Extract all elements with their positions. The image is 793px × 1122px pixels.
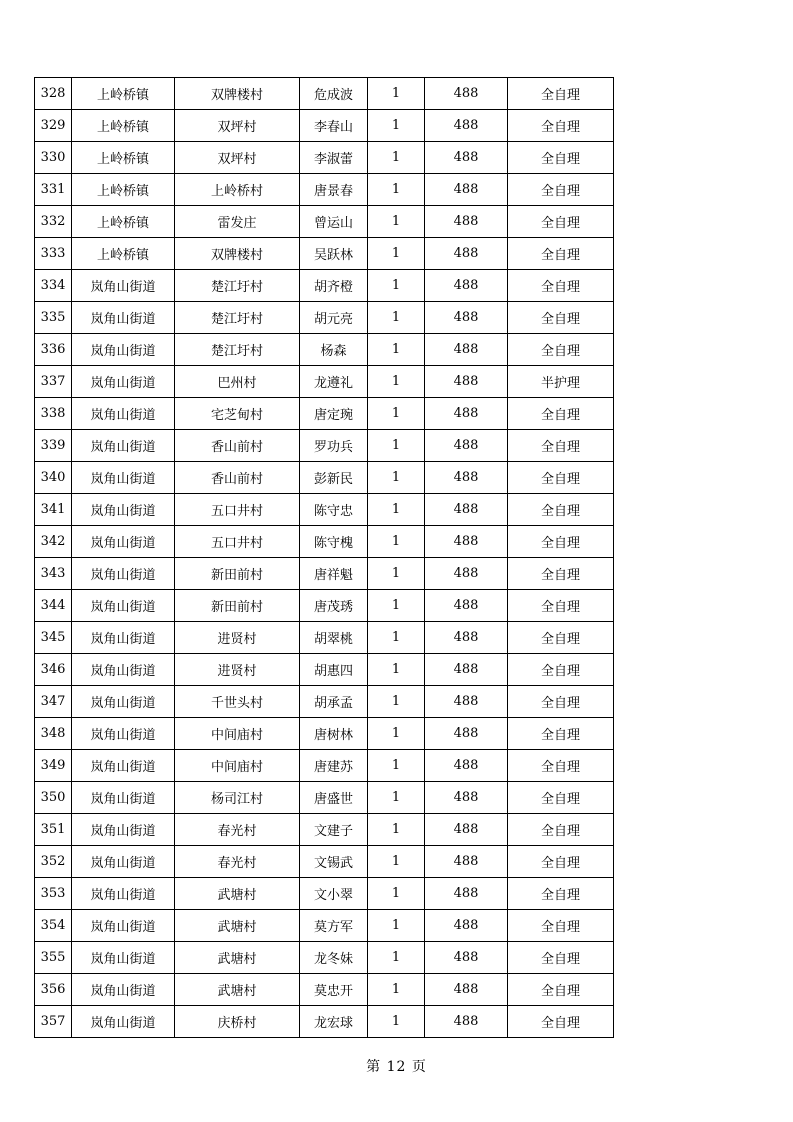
cell-amount: 488: [425, 110, 508, 142]
cell-count: 1: [368, 942, 425, 974]
cell-amount: 488: [425, 430, 508, 462]
cell-amount: 488: [425, 494, 508, 526]
cell-count: 1: [368, 462, 425, 494]
cell-count: 1: [368, 494, 425, 526]
cell-amount: 488: [425, 590, 508, 622]
cell-person-name: 唐建苏: [300, 750, 368, 782]
cell-count: 1: [368, 622, 425, 654]
cell-person-name: 罗功兵: [300, 430, 368, 462]
cell-serial-number: 340: [35, 462, 72, 494]
cell-person-name: 文锡武: [300, 846, 368, 878]
cell-amount: 488: [425, 622, 508, 654]
cell-village: 楚江圩村: [175, 270, 300, 302]
cell-serial-number: 333: [35, 238, 72, 270]
cell-town: 岚角山街道: [72, 942, 175, 974]
cell-person-name: 唐定琬: [300, 398, 368, 430]
table-row: [35, 206, 614, 238]
cell-amount: 488: [425, 526, 508, 558]
cell-count: 1: [368, 110, 425, 142]
cell-care-type: 全自理: [508, 686, 614, 718]
table-row: [35, 942, 614, 974]
cell-village: 杨司江村: [175, 782, 300, 814]
cell-serial-number: 353: [35, 878, 72, 910]
cell-serial-number: 330: [35, 142, 72, 174]
table-row: [35, 302, 614, 334]
cell-serial-number: 350: [35, 782, 72, 814]
cell-care-type: 全自理: [508, 270, 614, 302]
table-row: [35, 1006, 614, 1038]
cell-count: 1: [368, 398, 425, 430]
cell-serial-number: 343: [35, 558, 72, 590]
cell-town: 岚角山街道: [72, 782, 175, 814]
cell-village: 新田前村: [175, 590, 300, 622]
cell-serial-number: 351: [35, 814, 72, 846]
table-row: [35, 718, 614, 750]
table-row: [35, 814, 614, 846]
cell-serial-number: 328: [35, 78, 72, 110]
table-row: [35, 750, 614, 782]
cell-village: 宅芝甸村: [175, 398, 300, 430]
cell-serial-number: 329: [35, 110, 72, 142]
cell-serial-number: 339: [35, 430, 72, 462]
cell-town: 岚角山街道: [72, 846, 175, 878]
cell-person-name: 胡齐橙: [300, 270, 368, 302]
cell-count: 1: [368, 366, 425, 398]
cell-amount: 488: [425, 462, 508, 494]
cell-amount: 488: [425, 270, 508, 302]
cell-care-type: 全自理: [508, 302, 614, 334]
cell-serial-number: 345: [35, 622, 72, 654]
table-row: [35, 430, 614, 462]
cell-person-name: 吴跃林: [300, 238, 368, 270]
cell-person-name: 危成波: [300, 78, 368, 110]
cell-person-name: 莫忠开: [300, 974, 368, 1006]
cell-amount: 488: [425, 910, 508, 942]
cell-person-name: 陈守忠: [300, 494, 368, 526]
cell-village: 双牌楼村: [175, 238, 300, 270]
cell-town: 岚角山街道: [72, 494, 175, 526]
cell-count: 1: [368, 526, 425, 558]
cell-person-name: 胡翠桃: [300, 622, 368, 654]
table-row: [35, 494, 614, 526]
cell-village: 双坪村: [175, 110, 300, 142]
cell-village: 春光村: [175, 846, 300, 878]
cell-count: 1: [368, 686, 425, 718]
cell-person-name: 胡元亮: [300, 302, 368, 334]
cell-count: 1: [368, 334, 425, 366]
cell-amount: 488: [425, 974, 508, 1006]
cell-serial-number: 355: [35, 942, 72, 974]
cell-care-type: 全自理: [508, 206, 614, 238]
cell-person-name: 陈守槐: [300, 526, 368, 558]
cell-town: 岚角山街道: [72, 334, 175, 366]
cell-village: 武塘村: [175, 910, 300, 942]
cell-town: 岚角山街道: [72, 1006, 175, 1038]
table-row: [35, 622, 614, 654]
cell-count: 1: [368, 782, 425, 814]
cell-amount: 488: [425, 302, 508, 334]
cell-town: 岚角山街道: [72, 302, 175, 334]
cell-amount: 488: [425, 814, 508, 846]
cell-town: 岚角山街道: [72, 270, 175, 302]
cell-village: 进贤村: [175, 622, 300, 654]
cell-count: 1: [368, 878, 425, 910]
table-row: [35, 686, 614, 718]
cell-village: 五口井村: [175, 494, 300, 526]
cell-village: 中间庙村: [175, 718, 300, 750]
cell-amount: 488: [425, 1006, 508, 1038]
cell-care-type: 半护理: [508, 366, 614, 398]
cell-town: 岚角山街道: [72, 750, 175, 782]
cell-amount: 488: [425, 750, 508, 782]
cell-care-type: 全自理: [508, 174, 614, 206]
cell-amount: 488: [425, 238, 508, 270]
cell-care-type: 全自理: [508, 718, 614, 750]
cell-village: 武塘村: [175, 878, 300, 910]
cell-village: 春光村: [175, 814, 300, 846]
cell-town: 岚角山街道: [72, 590, 175, 622]
cell-care-type: 全自理: [508, 782, 614, 814]
cell-count: 1: [368, 302, 425, 334]
cell-amount: 488: [425, 142, 508, 174]
table-row: [35, 590, 614, 622]
page-number: 第 12 页: [366, 1059, 427, 1075]
cell-person-name: 胡惠四: [300, 654, 368, 686]
cell-serial-number: 335: [35, 302, 72, 334]
cell-serial-number: 356: [35, 974, 72, 1006]
cell-serial-number: 331: [35, 174, 72, 206]
cell-care-type: 全自理: [508, 334, 614, 366]
cell-town: 上岭桥镇: [72, 110, 175, 142]
cell-person-name: 曾运山: [300, 206, 368, 238]
cell-serial-number: 344: [35, 590, 72, 622]
cell-town: 岚角山街道: [72, 398, 175, 430]
table-row: [35, 558, 614, 590]
cell-count: 1: [368, 142, 425, 174]
table-row: [35, 878, 614, 910]
cell-village: 楚江圩村: [175, 302, 300, 334]
cell-care-type: 全自理: [508, 750, 614, 782]
cell-person-name: 唐茂琇: [300, 590, 368, 622]
cell-village: 武塘村: [175, 942, 300, 974]
cell-village: 巴州村: [175, 366, 300, 398]
cell-village: 中间庙村: [175, 750, 300, 782]
cell-count: 1: [368, 718, 425, 750]
cell-town: 岚角山街道: [72, 622, 175, 654]
cell-count: 1: [368, 974, 425, 1006]
cell-count: 1: [368, 206, 425, 238]
cell-village: 香山前村: [175, 462, 300, 494]
cell-village: 武塘村: [175, 974, 300, 1006]
cell-person-name: 彭新民: [300, 462, 368, 494]
table-row: [35, 270, 614, 302]
table-row: [35, 462, 614, 494]
cell-town: 岚角山街道: [72, 558, 175, 590]
cell-serial-number: 349: [35, 750, 72, 782]
cell-amount: 488: [425, 878, 508, 910]
cell-amount: 488: [425, 718, 508, 750]
cell-village: 庆桥村: [175, 1006, 300, 1038]
cell-person-name: 唐景春: [300, 174, 368, 206]
cell-person-name: 李淑蕾: [300, 142, 368, 174]
cell-village: 新田前村: [175, 558, 300, 590]
cell-amount: 488: [425, 174, 508, 206]
cell-care-type: 全自理: [508, 846, 614, 878]
cell-town: 岚角山街道: [72, 814, 175, 846]
cell-serial-number: 348: [35, 718, 72, 750]
cell-village: 五口井村: [175, 526, 300, 558]
cell-town: 上岭桥镇: [72, 174, 175, 206]
cell-town: 岚角山街道: [72, 366, 175, 398]
cell-person-name: 龙遵礼: [300, 366, 368, 398]
cell-count: 1: [368, 1006, 425, 1038]
cell-amount: 488: [425, 686, 508, 718]
data-table: [34, 77, 614, 1038]
cell-care-type: 全自理: [508, 1006, 614, 1038]
cell-amount: 488: [425, 206, 508, 238]
table-body: [35, 78, 614, 1038]
cell-village: 楚江圩村: [175, 334, 300, 366]
cell-person-name: 唐盛世: [300, 782, 368, 814]
cell-village: 双牌楼村: [175, 78, 300, 110]
cell-care-type: 全自理: [508, 622, 614, 654]
cell-count: 1: [368, 430, 425, 462]
cell-village: 上岭桥村: [175, 174, 300, 206]
cell-count: 1: [368, 270, 425, 302]
cell-village: 双坪村: [175, 142, 300, 174]
cell-care-type: 全自理: [508, 526, 614, 558]
cell-care-type: 全自理: [508, 654, 614, 686]
cell-town: 岚角山街道: [72, 654, 175, 686]
cell-serial-number: 334: [35, 270, 72, 302]
cell-person-name: 龙冬妹: [300, 942, 368, 974]
cell-care-type: 全自理: [508, 974, 614, 1006]
cell-amount: 488: [425, 782, 508, 814]
cell-person-name: 龙宏球: [300, 1006, 368, 1038]
table-row: [35, 174, 614, 206]
cell-village: 香山前村: [175, 430, 300, 462]
cell-serial-number: 346: [35, 654, 72, 686]
cell-count: 1: [368, 78, 425, 110]
table-row: [35, 78, 614, 110]
cell-care-type: 全自理: [508, 814, 614, 846]
cell-care-type: 全自理: [508, 142, 614, 174]
cell-care-type: 全自理: [508, 878, 614, 910]
cell-amount: 488: [425, 78, 508, 110]
cell-count: 1: [368, 814, 425, 846]
cell-person-name: 胡承孟: [300, 686, 368, 718]
cell-care-type: 全自理: [508, 558, 614, 590]
cell-care-type: 全自理: [508, 78, 614, 110]
cell-care-type: 全自理: [508, 942, 614, 974]
cell-village: 进贤村: [175, 654, 300, 686]
cell-person-name: 文建子: [300, 814, 368, 846]
cell-care-type: 全自理: [508, 398, 614, 430]
cell-town: 岚角山街道: [72, 974, 175, 1006]
cell-amount: 488: [425, 654, 508, 686]
cell-serial-number: 347: [35, 686, 72, 718]
cell-town: 岚角山街道: [72, 462, 175, 494]
cell-amount: 488: [425, 334, 508, 366]
cell-count: 1: [368, 846, 425, 878]
cell-serial-number: 342: [35, 526, 72, 558]
cell-amount: 488: [425, 398, 508, 430]
cell-serial-number: 338: [35, 398, 72, 430]
cell-village: 雷发庄: [175, 206, 300, 238]
cell-town: 上岭桥镇: [72, 142, 175, 174]
cell-count: 1: [368, 750, 425, 782]
cell-count: 1: [368, 910, 425, 942]
cell-serial-number: 352: [35, 846, 72, 878]
table-row: [35, 846, 614, 878]
cell-person-name: 莫方军: [300, 910, 368, 942]
cell-serial-number: 354: [35, 910, 72, 942]
cell-care-type: 全自理: [508, 590, 614, 622]
cell-care-type: 全自理: [508, 430, 614, 462]
table-row: [35, 526, 614, 558]
table-row: [35, 782, 614, 814]
cell-amount: 488: [425, 366, 508, 398]
cell-count: 1: [368, 174, 425, 206]
cell-serial-number: 337: [35, 366, 72, 398]
cell-serial-number: 336: [35, 334, 72, 366]
cell-person-name: 唐树林: [300, 718, 368, 750]
cell-count: 1: [368, 654, 425, 686]
cell-person-name: 文小翠: [300, 878, 368, 910]
cell-amount: 488: [425, 942, 508, 974]
cell-serial-number: 332: [35, 206, 72, 238]
cell-town: 岚角山街道: [72, 430, 175, 462]
cell-count: 1: [368, 238, 425, 270]
table-row: [35, 334, 614, 366]
cell-town: 上岭桥镇: [72, 206, 175, 238]
cell-care-type: 全自理: [508, 110, 614, 142]
table-row: [35, 142, 614, 174]
cell-town: 岚角山街道: [72, 526, 175, 558]
cell-serial-number: 341: [35, 494, 72, 526]
cell-amount: 488: [425, 846, 508, 878]
cell-town: 上岭桥镇: [72, 78, 175, 110]
cell-count: 1: [368, 590, 425, 622]
cell-town: 上岭桥镇: [72, 238, 175, 270]
cell-town: 岚角山街道: [72, 910, 175, 942]
cell-town: 岚角山街道: [72, 686, 175, 718]
cell-person-name: 唐祥魁: [300, 558, 368, 590]
cell-care-type: 全自理: [508, 238, 614, 270]
cell-town: 岚角山街道: [72, 718, 175, 750]
table-row: [35, 910, 614, 942]
cell-care-type: 全自理: [508, 910, 614, 942]
table-row: [35, 238, 614, 270]
cell-person-name: 李春山: [300, 110, 368, 142]
table-row: [35, 654, 614, 686]
table-row: [35, 974, 614, 1006]
cell-village: 千世头村: [175, 686, 300, 718]
table-row: [35, 398, 614, 430]
cell-person-name: 杨森: [300, 334, 368, 366]
cell-town: 岚角山街道: [72, 878, 175, 910]
cell-care-type: 全自理: [508, 494, 614, 526]
table-row: [35, 366, 614, 398]
cell-care-type: 全自理: [508, 462, 614, 494]
table-row: [35, 110, 614, 142]
cell-serial-number: 357: [35, 1006, 72, 1038]
cell-amount: 488: [425, 558, 508, 590]
cell-count: 1: [368, 558, 425, 590]
